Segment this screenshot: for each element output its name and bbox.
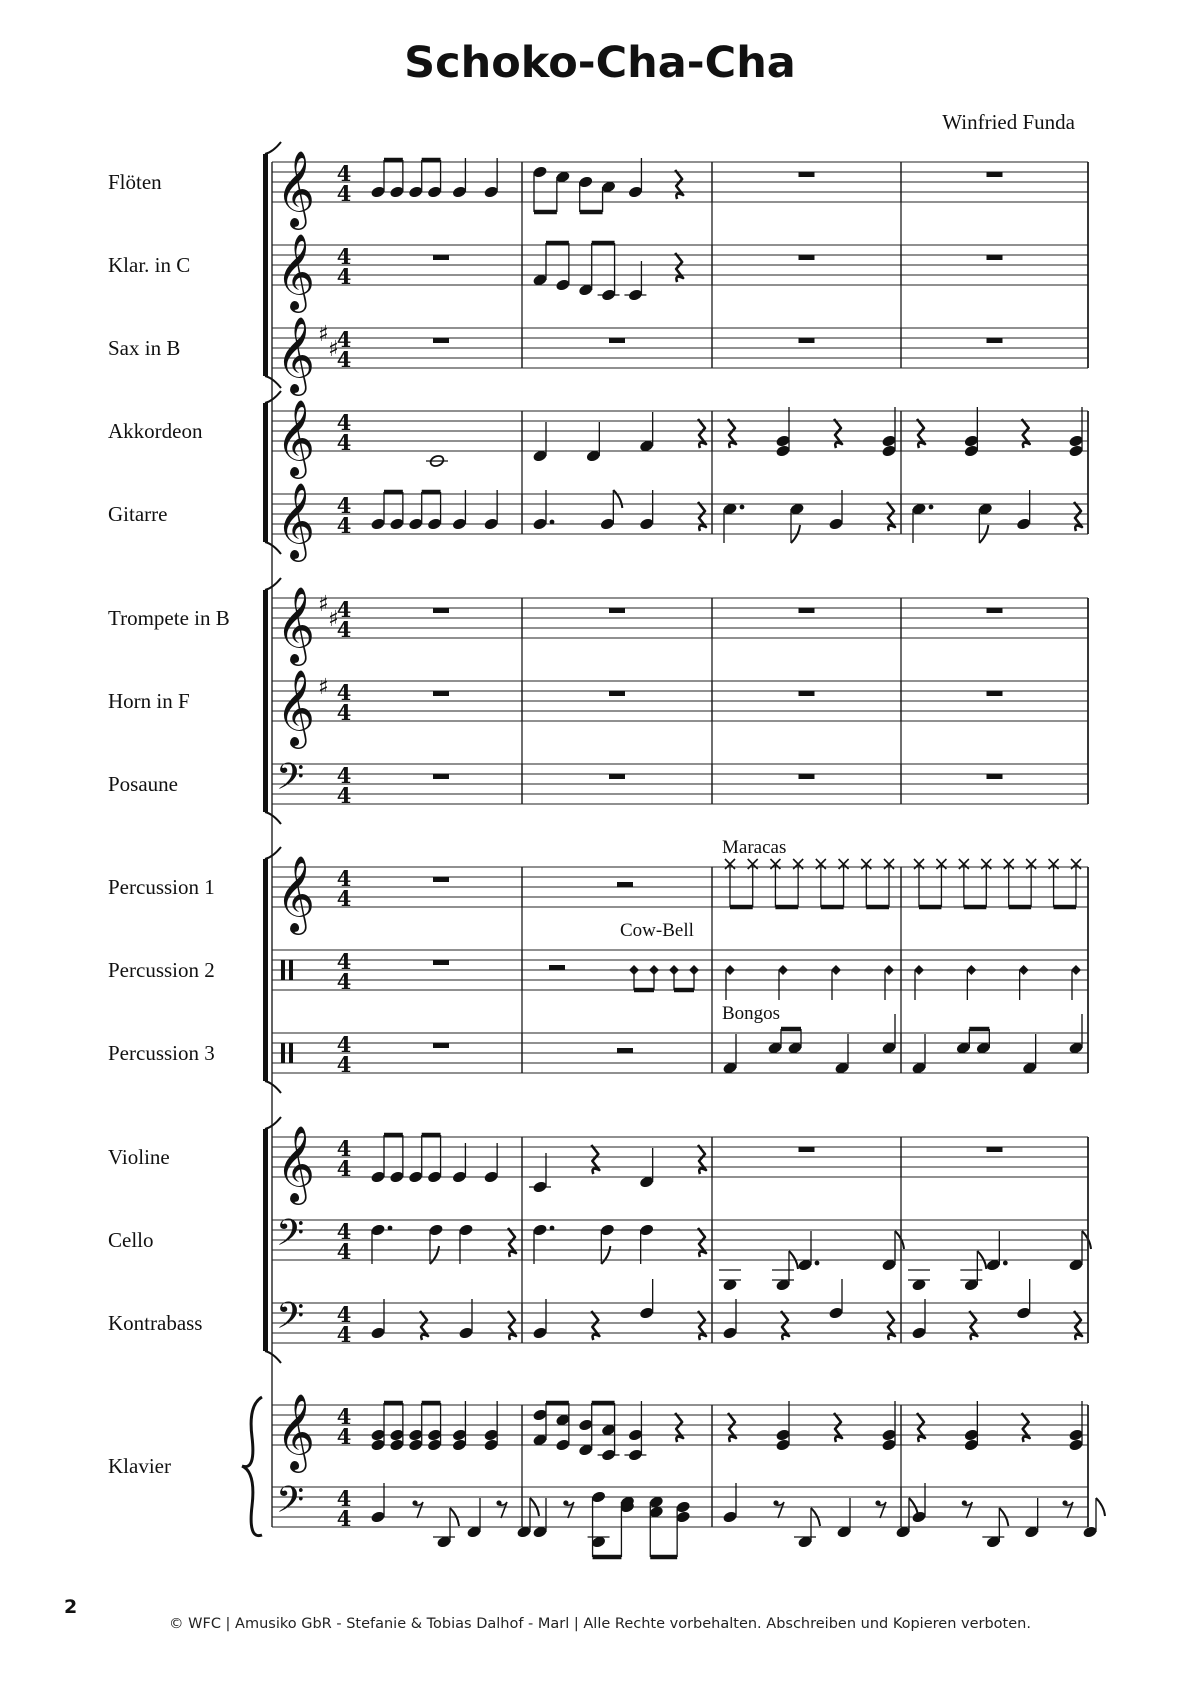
time-signature-denominator: 4 xyxy=(336,1052,352,1077)
whole-rest xyxy=(799,1147,815,1152)
group-bracket xyxy=(263,859,268,1081)
whole-rest xyxy=(987,172,1003,177)
whole-rest xyxy=(433,691,449,696)
quarter-rest xyxy=(508,1228,516,1257)
quarter-rest xyxy=(1074,1311,1082,1340)
quarter-rest xyxy=(728,1413,736,1442)
time-signature-numerator: 4 xyxy=(336,949,352,974)
sharp-icon: ♯ xyxy=(318,592,329,617)
augmentation-dot xyxy=(815,1261,820,1266)
percussion-clef-icon xyxy=(281,1043,285,1063)
instrument-label-violine: Violine xyxy=(108,1145,170,1169)
time-signature-denominator: 4 xyxy=(336,700,352,725)
bass-clef-icon: 𝄢 xyxy=(276,1479,305,1530)
sharp-icon: ♯ xyxy=(318,322,329,347)
eighth-rest xyxy=(499,1502,507,1518)
quarter-rest xyxy=(698,1145,706,1174)
quarter-rest xyxy=(591,1145,599,1174)
whole-rest xyxy=(433,338,449,343)
whole-rest xyxy=(987,774,1003,779)
time-signature-denominator: 4 xyxy=(336,181,352,206)
time-signature-numerator: 4 xyxy=(336,1486,352,1511)
augmentation-dot xyxy=(550,1226,555,1231)
whole-rest xyxy=(987,691,1003,696)
whole-rest xyxy=(799,608,815,613)
staff-akkordeon xyxy=(272,411,1088,451)
quarter-rest xyxy=(781,1311,789,1340)
quarter-rest xyxy=(887,502,895,531)
whole-rest xyxy=(799,691,815,696)
whole-rest xyxy=(799,172,815,177)
whole-rest xyxy=(433,774,449,779)
note-flag xyxy=(430,1246,439,1264)
time-signature-denominator: 4 xyxy=(336,1322,352,1347)
instrument-label-akkordeon: Akkordeon xyxy=(108,419,203,443)
bass-clef-icon: 𝄢 xyxy=(276,1212,305,1263)
whole-rest xyxy=(799,255,815,260)
score-title: Schoko-Cha-Cha xyxy=(404,38,796,88)
quarter-rest xyxy=(698,1311,706,1340)
quarter-rest xyxy=(887,1311,895,1340)
quarter-rest xyxy=(917,1413,925,1442)
quarter-rest xyxy=(834,1413,842,1442)
treble-clef-icon: 𝄞 xyxy=(276,399,316,476)
annotation-maracas: Maracas xyxy=(722,837,787,858)
time-signature-numerator: 4 xyxy=(336,1302,352,1327)
group-bracket xyxy=(263,1129,268,1351)
instrument-label-gitarre: Gitarre xyxy=(108,502,168,526)
percussion-clef-icon xyxy=(289,1043,293,1063)
group-bracket xyxy=(263,403,268,542)
whole-rest xyxy=(987,608,1003,613)
group-bracket-hook xyxy=(265,1081,281,1093)
augmentation-dot xyxy=(740,505,745,510)
quarter-rest xyxy=(591,1311,599,1340)
whole-rest xyxy=(433,960,449,965)
half-rest xyxy=(617,882,633,887)
time-signature-numerator: 4 xyxy=(336,597,352,622)
whole-rest xyxy=(799,774,815,779)
time-signature-numerator: 4 xyxy=(336,680,352,705)
staff-violine xyxy=(272,1137,1088,1177)
time-signature-denominator: 4 xyxy=(336,430,352,455)
instrument-label-floeten: Flöten xyxy=(108,170,162,194)
instrument-label-kontrabass: Kontrabass xyxy=(108,1311,203,1335)
sharp-icon: ♯ xyxy=(328,337,339,362)
whole-rest xyxy=(609,338,625,343)
staff-perc3 xyxy=(272,1033,1088,1073)
staff-posaune xyxy=(272,764,1088,804)
instrument-label-perc3: Percussion 3 xyxy=(108,1041,215,1065)
time-signature-denominator: 4 xyxy=(336,617,352,642)
whole-rest xyxy=(433,608,449,613)
time-signature-numerator: 4 xyxy=(336,866,352,891)
bass-clef-icon: 𝄢 xyxy=(276,1295,305,1346)
treble-clef-icon: 𝄞 xyxy=(276,150,316,227)
quarter-rest xyxy=(675,253,683,282)
time-signature-numerator: 4 xyxy=(336,327,352,352)
augmentation-dot xyxy=(1003,1261,1008,1266)
treble-clef-icon: 𝄞 xyxy=(276,316,316,393)
time-signature-numerator: 4 xyxy=(336,161,352,186)
instrument-label-perc2: Percussion 2 xyxy=(108,958,215,982)
group-bracket-hook xyxy=(265,812,281,824)
augmentation-dot xyxy=(388,1226,393,1231)
staff-trompete xyxy=(272,598,1088,638)
eighth-rest xyxy=(1065,1502,1073,1518)
whole-rest xyxy=(433,1043,449,1048)
eighth-rest xyxy=(415,1502,423,1518)
whole-rest xyxy=(609,691,625,696)
group-bracket-hook xyxy=(265,1351,281,1363)
eighth-rest xyxy=(566,1502,574,1518)
copyright-footer: © WFC | Amusiko GbR - Stefanie & Tobias Dalhof - Marl | Alle Rechte vorbehalten. Abschreiben und Kopieren verboten. xyxy=(169,1616,1031,1632)
whole-rest xyxy=(609,774,625,779)
group-bracket xyxy=(263,154,268,376)
instrument-label-posaune: Posaune xyxy=(108,772,178,796)
treble-clef-icon: 𝄞 xyxy=(276,855,316,932)
sharp-icon: ♯ xyxy=(328,607,339,632)
whole-rest xyxy=(433,877,449,882)
time-signature-denominator: 4 xyxy=(336,783,352,808)
time-signature-denominator: 4 xyxy=(336,1156,352,1181)
whole-rest xyxy=(609,608,625,613)
quarter-rest xyxy=(675,170,683,199)
instrument-label-perc1: Percussion 1 xyxy=(108,875,215,899)
annotation-bongos: Bongos xyxy=(722,1003,781,1024)
staff-perc1 xyxy=(272,867,1088,907)
time-signature-numerator: 4 xyxy=(336,763,352,788)
time-signature-denominator: 4 xyxy=(336,1506,352,1531)
page-number: 2 xyxy=(64,1596,78,1618)
treble-clef-icon: 𝄞 xyxy=(276,233,316,310)
eighth-rest xyxy=(878,1502,886,1518)
quarter-rest xyxy=(698,1228,706,1257)
time-signature-numerator: 4 xyxy=(336,410,352,435)
staff-perc2 xyxy=(272,950,1088,990)
quarter-rest xyxy=(698,502,706,531)
note-flag xyxy=(601,1246,610,1264)
quarter-rest xyxy=(420,1311,428,1340)
eighth-rest xyxy=(964,1502,972,1518)
annotation-cow-bell: Cow-Bell xyxy=(620,920,694,941)
group-bracket xyxy=(263,590,268,812)
instrument-label-klavier-rh: Klavier xyxy=(108,1454,171,1478)
whole-rest xyxy=(987,1147,1003,1152)
piano-brace xyxy=(242,1397,262,1536)
bass-clef-icon: 𝄢 xyxy=(276,756,305,807)
whole-rest xyxy=(987,255,1003,260)
time-signature-numerator: 4 xyxy=(336,1032,352,1057)
quarter-rest xyxy=(508,1311,516,1340)
staff-kontrabass xyxy=(272,1303,1088,1343)
treble-clef-icon: 𝄞 xyxy=(276,1125,316,1202)
time-signature-denominator: 4 xyxy=(336,1424,352,1449)
staff-cello xyxy=(272,1220,1088,1260)
quarter-rest xyxy=(834,419,842,448)
treble-clef-icon: 𝄞 xyxy=(276,482,316,559)
quarter-rest xyxy=(1022,419,1030,448)
time-signature-numerator: 4 xyxy=(336,1219,352,1244)
quarter-rest xyxy=(917,419,925,448)
eighth-rest xyxy=(776,1502,784,1518)
whole-rest xyxy=(433,255,449,260)
quarter-rest xyxy=(1022,1413,1030,1442)
time-signature-numerator: 4 xyxy=(336,493,352,518)
whole-rest xyxy=(987,338,1003,343)
time-signature-numerator: 4 xyxy=(336,1136,352,1161)
half-rest xyxy=(549,965,565,970)
time-signature-denominator: 4 xyxy=(336,264,352,289)
time-signature-denominator: 4 xyxy=(336,969,352,994)
sharp-icon: ♯ xyxy=(318,675,329,700)
augmentation-dot xyxy=(550,520,555,525)
note-flag xyxy=(1096,1498,1105,1516)
treble-clef-icon: 𝄞 xyxy=(276,586,316,663)
instrument-label-klarinette: Klar. in C xyxy=(108,253,191,277)
time-signature-numerator: 4 xyxy=(336,1404,352,1429)
quarter-rest xyxy=(728,419,736,448)
time-signature-denominator: 4 xyxy=(336,513,352,538)
percussion-clef-icon xyxy=(289,960,293,980)
quarter-rest xyxy=(969,1311,977,1340)
instrument-label-cello: Cello xyxy=(108,1228,154,1252)
percussion-clef-icon xyxy=(281,960,285,980)
staff-sax xyxy=(272,328,1088,368)
quarter-rest xyxy=(1074,502,1082,531)
time-signature-denominator: 4 xyxy=(336,1239,352,1264)
instrument-label-sax: Sax in B xyxy=(108,336,181,360)
augmentation-dot xyxy=(929,505,934,510)
treble-clef-icon: 𝄞 xyxy=(276,1393,316,1470)
instrument-label-trompete: Trompete in B xyxy=(108,606,230,630)
whole-rest xyxy=(799,338,815,343)
instrument-label-horn: Horn in F xyxy=(108,689,190,713)
treble-clef-icon: 𝄞 xyxy=(276,669,316,746)
note-flag xyxy=(613,490,622,508)
time-signature-denominator: 4 xyxy=(336,347,352,372)
staff-horn xyxy=(272,681,1088,721)
quarter-rest xyxy=(698,419,706,448)
composer-name: Winfried Funda xyxy=(942,110,1075,134)
time-signature-numerator: 4 xyxy=(336,244,352,269)
half-rest xyxy=(617,1048,633,1053)
quarter-rest xyxy=(675,1413,683,1442)
time-signature-denominator: 4 xyxy=(336,886,352,911)
